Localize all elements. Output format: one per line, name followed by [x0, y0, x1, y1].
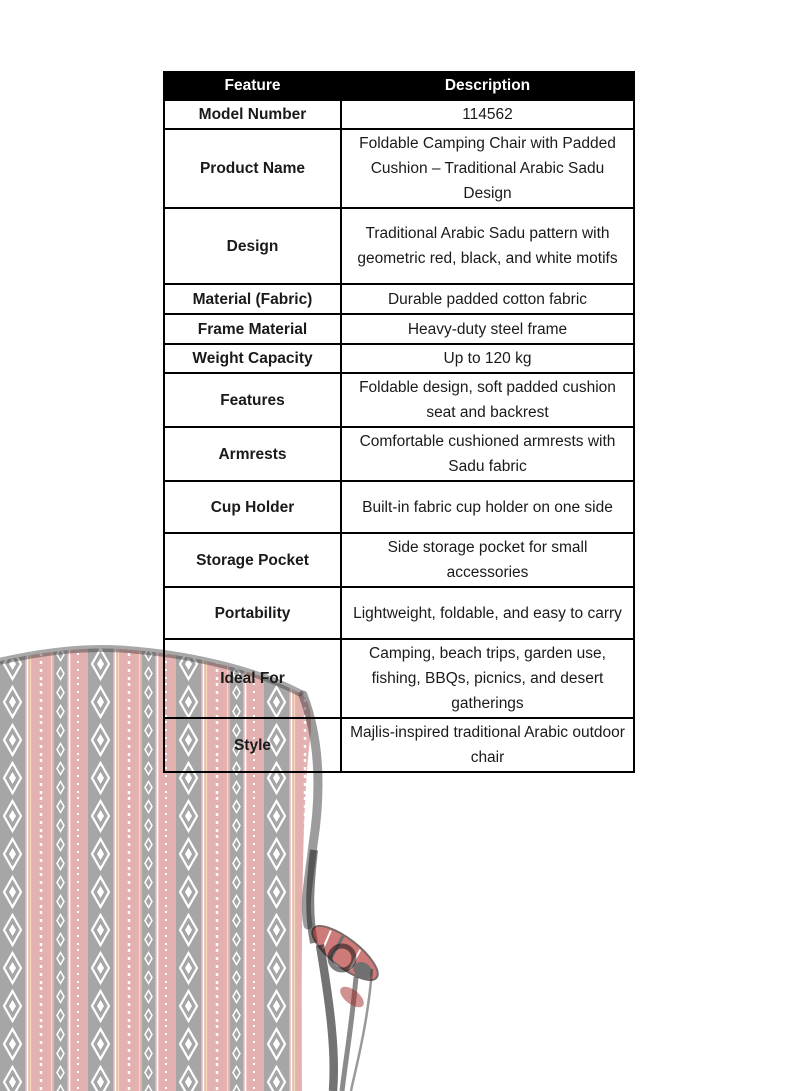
table-row	[164, 344, 634, 373]
col-header-feature: Feature	[164, 72, 341, 100]
feature-cell: Features	[164, 373, 341, 427]
description-cell: Foldable design, soft padded cushion seat and backrest	[341, 373, 634, 427]
feature-cell: Weight Capacity	[164, 344, 341, 373]
description-cell: Traditional Arabic Sadu pattern with geometric red, black, and white motifs	[341, 208, 634, 284]
description-cell: 114562	[341, 100, 634, 129]
table-row	[164, 639, 634, 718]
description-cell: Lightweight, foldable, and easy to carry	[341, 587, 634, 639]
table-row	[164, 284, 634, 314]
table-row	[164, 314, 634, 344]
feature-cell: Portability	[164, 587, 341, 639]
header-row	[164, 72, 634, 100]
feature-cell: Design	[164, 208, 341, 284]
description-cell: Foldable Camping Chair with Padded Cushion – Traditional Arabic Sadu Design	[341, 129, 634, 208]
table-row	[164, 427, 634, 481]
description-cell: Side storage pocket for small accessories	[341, 533, 634, 587]
feature-cell: Armrests	[164, 427, 341, 481]
table-row	[164, 718, 634, 772]
table-row	[164, 481, 634, 533]
table-row	[164, 587, 634, 639]
col-header-description: Description	[341, 72, 634, 100]
feature-cell: Style	[164, 718, 341, 772]
table-row	[164, 100, 634, 129]
folding-joint	[305, 917, 385, 988]
feature-cell: Cup Holder	[164, 481, 341, 533]
description-cell: Heavy-duty steel frame	[341, 314, 634, 344]
feature-cell: Product Name	[164, 129, 341, 208]
table-row	[164, 373, 634, 427]
feature-cell: Model Number	[164, 100, 341, 129]
table-row	[164, 533, 634, 587]
description-cell: Durable padded cotton fabric	[341, 284, 634, 314]
table-row	[164, 208, 634, 284]
feature-cell: Ideal For	[164, 639, 341, 718]
description-cell: Majlis-inspired traditional Arabic outdoor chair	[341, 718, 634, 772]
description-cell: Up to 120 kg	[341, 344, 634, 373]
spec-table	[163, 71, 635, 773]
feature-cell: Storage Pocket	[164, 533, 341, 587]
feature-cell: Frame Material	[164, 314, 341, 344]
description-cell: Comfortable cushioned armrests with Sadu fabric	[341, 427, 634, 481]
feature-cell: Material (Fabric)	[164, 284, 341, 314]
description-cell: Built-in fabric cup holder on one side	[341, 481, 634, 533]
table-row	[164, 129, 634, 208]
description-cell: Camping, beach trips, garden use, fishing, BBQs, picnics, and desert gatherings	[341, 639, 634, 718]
